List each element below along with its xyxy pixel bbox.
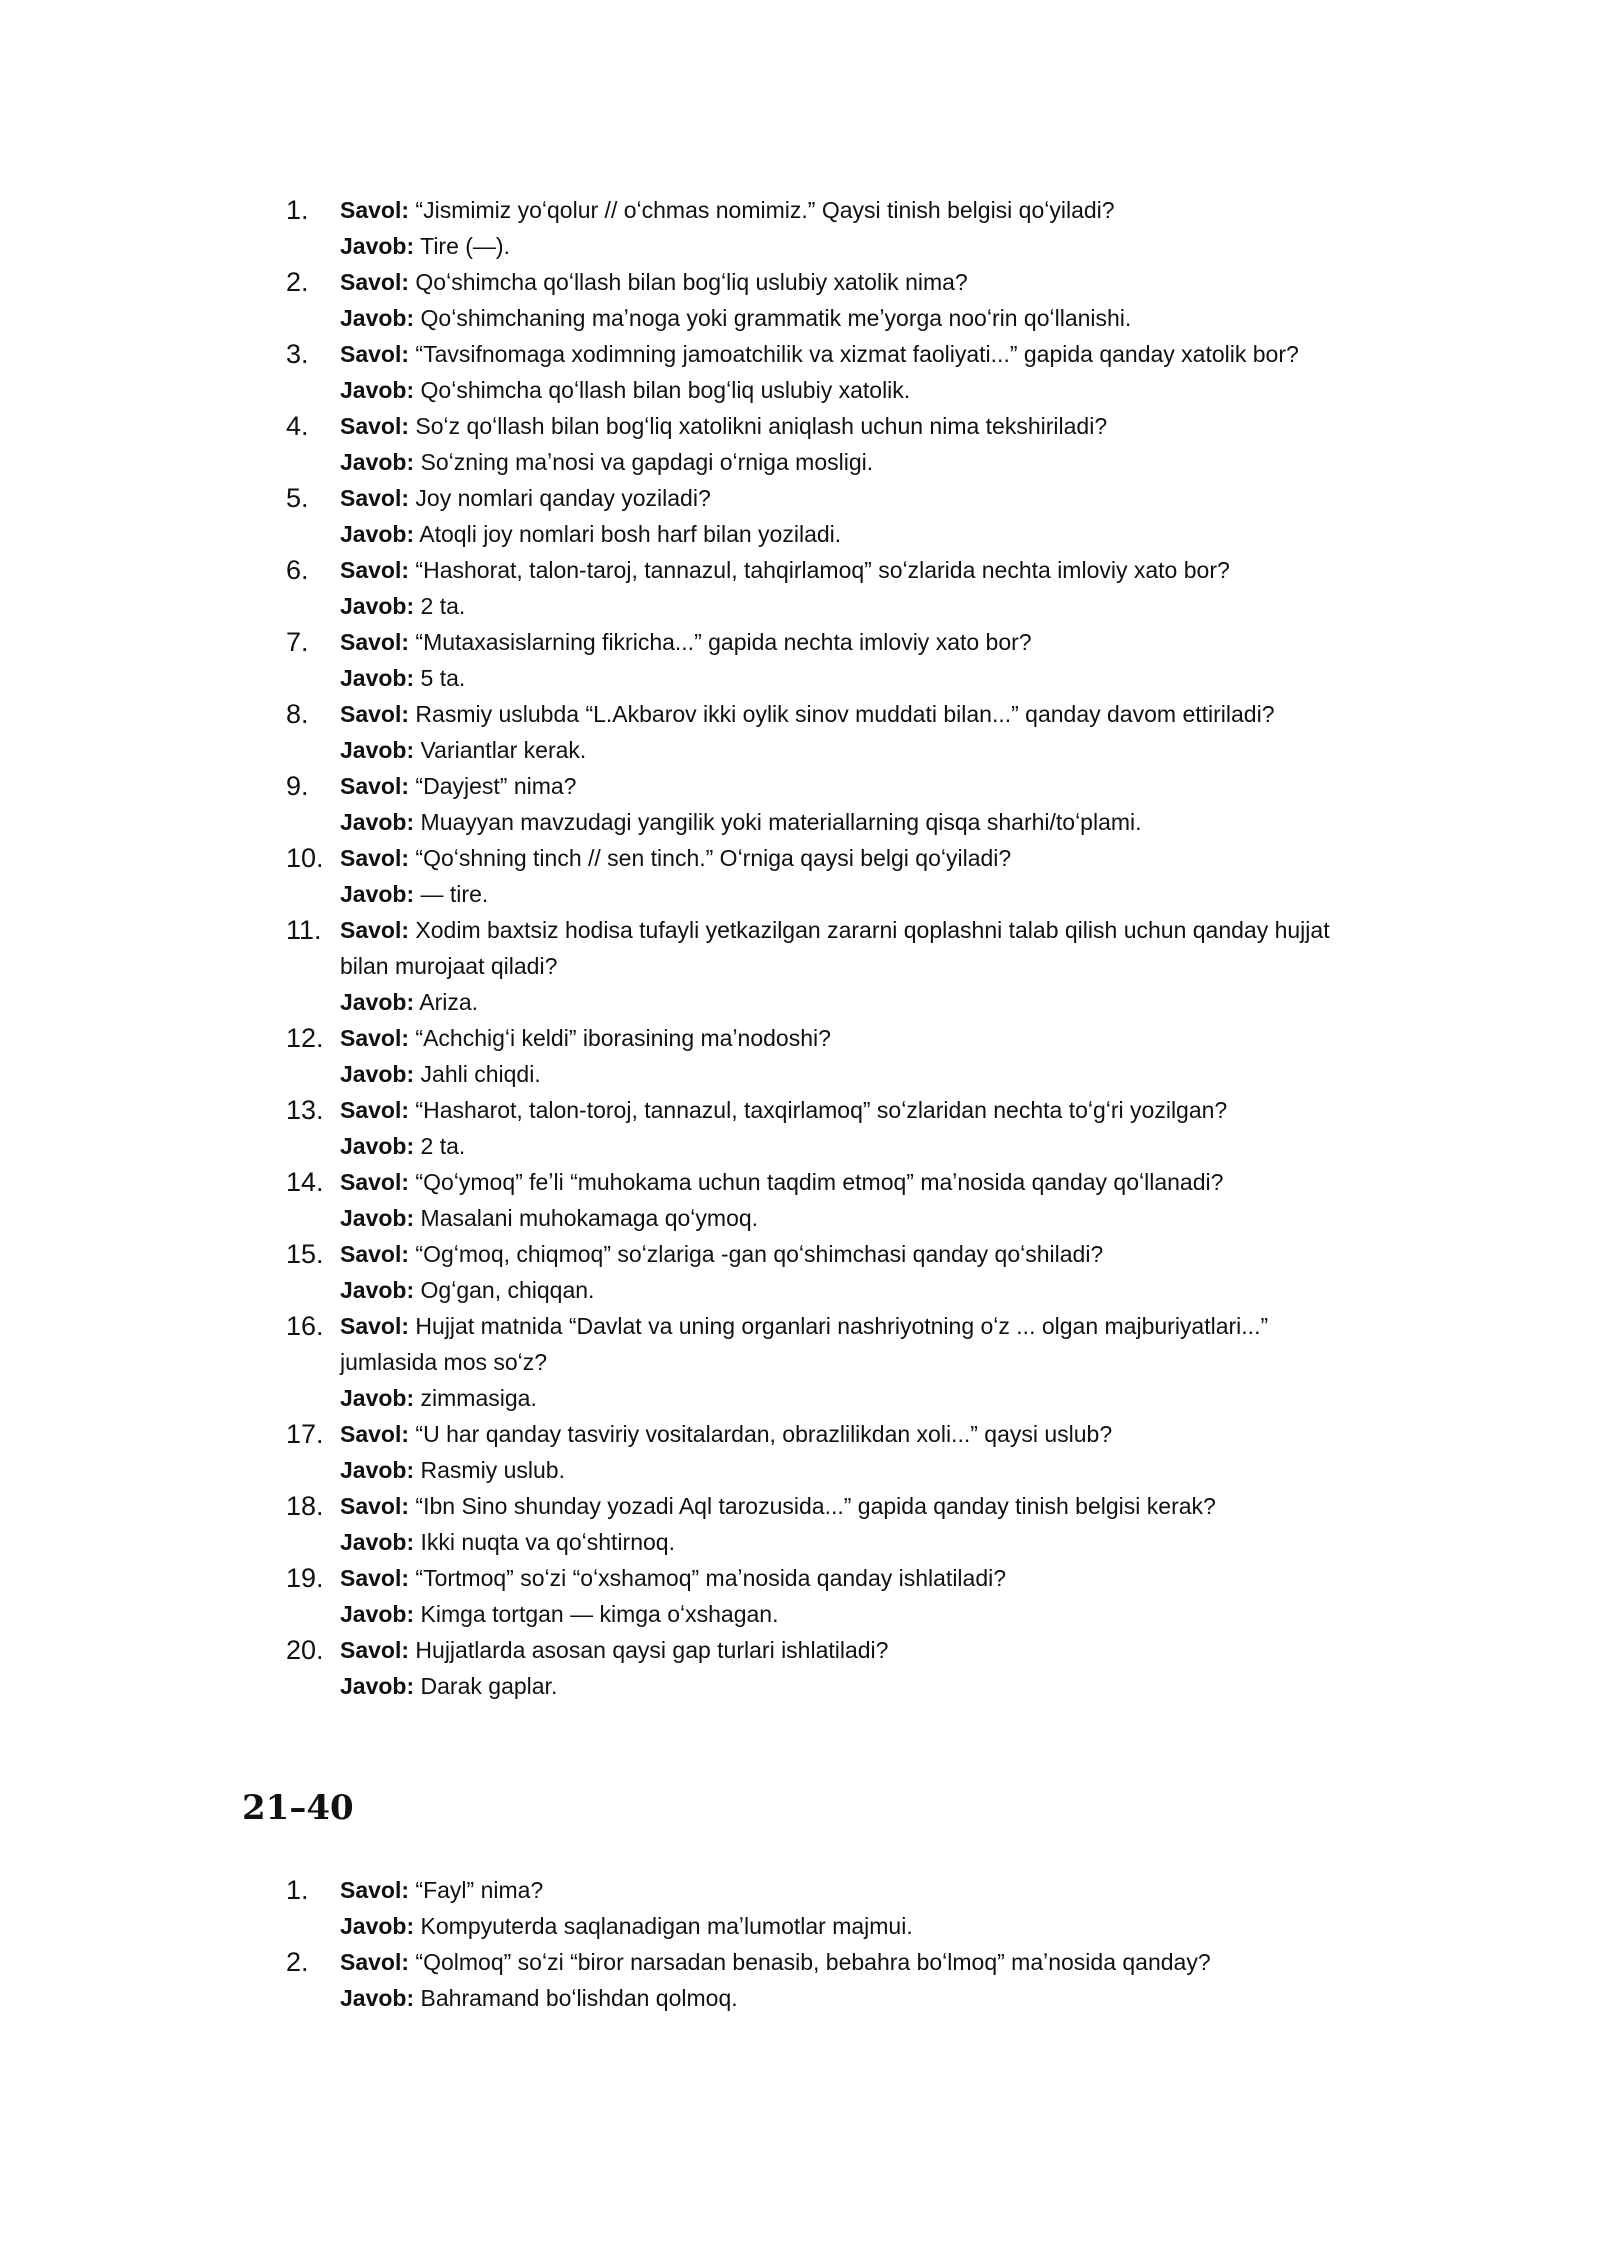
list-item — [286, 1560, 1370, 1632]
item-number: 1. — [286, 195, 309, 225]
answer-label: Javob: — [340, 1277, 415, 1303]
answer-text: Masalani muhokamaga qoʻymoq. — [420, 1205, 759, 1231]
question-text: “Achchigʻi keldi” iborasining maʼnodoshi? — [415, 1025, 831, 1051]
answer-line — [340, 876, 1370, 912]
answer-line — [340, 732, 1370, 768]
answer-line — [340, 372, 1370, 408]
question-line — [340, 480, 1370, 516]
question-label: Savol: — [340, 1313, 410, 1339]
answer-line — [340, 660, 1370, 696]
list-item — [286, 1488, 1370, 1560]
question-label: Savol: — [340, 1565, 410, 1591]
answer-label: Javob: — [340, 305, 415, 331]
question-text: “Fayl” nima? — [415, 1877, 544, 1903]
answer-line — [340, 1908, 1370, 1944]
item-number: 2. — [286, 1947, 309, 1977]
question-text: “Tortmoq” soʻzi “oʻxshamoq” maʼnosida qanday ishlatiladi? — [415, 1565, 1007, 1591]
answer-line — [340, 516, 1370, 552]
answer-line — [340, 1200, 1370, 1236]
list-item — [286, 336, 1370, 408]
question-label: Savol: — [340, 1637, 410, 1663]
list-item — [286, 1020, 1370, 1092]
question-text: “Ibn Sino shunday yozadi Aql tarozusida...” gapida qanday tinish belgisi kerak? — [415, 1493, 1216, 1519]
item-number: 16. — [286, 1311, 324, 1341]
item-number: 8. — [286, 699, 309, 729]
answer-text: Ogʻgan, chiqqan. — [420, 1277, 595, 1303]
answer-label: Javob: — [340, 521, 415, 547]
answer-text: Ikki nuqta va qoʻshtirnoq. — [420, 1529, 675, 1555]
question-line — [340, 1092, 1370, 1128]
question-text: “Qoʻshning tinch // sen tinch.” Oʻrniga qaysi belgi qoʻyiladi? — [415, 845, 1012, 871]
answer-text: Muayyan mavzudagi yangilik yoki materiallarning qisqa sharhi/toʻplami. — [420, 809, 1142, 835]
question-label: Savol: — [340, 629, 410, 655]
answer-line — [340, 1980, 1370, 2016]
question-line — [340, 1944, 1370, 1980]
question-label: Savol: — [340, 1949, 410, 1975]
question-line — [340, 1488, 1370, 1524]
question-text: “Jismimiz yoʻqolur // oʻchmas nomimiz.” Qaysi tinish belgisi qoʻyiladi? — [415, 197, 1115, 223]
question-text: “U har qanday tasviriy vositalardan, obrazlilikdan xoli...” qaysi uslub? — [415, 1421, 1113, 1447]
question-line — [340, 1416, 1370, 1452]
question-text: “Qoʻymoq” feʼli “muhokama uchun taqdim etmoq” maʼnosida qanday qoʻllanadi? — [415, 1169, 1224, 1195]
answer-text: Kimga tortgan — kimga oʻxshagan. — [420, 1601, 779, 1627]
answer-label: Javob: — [340, 809, 415, 835]
item-number: 1. — [286, 1875, 309, 1905]
answer-text: Qoʻshimchaning maʼnoga yoki grammatik meʼyorga nooʻrin qoʻllanishi. — [420, 305, 1132, 331]
list-item — [286, 264, 1370, 336]
section-heading: 21–40 — [242, 1788, 354, 1828]
question-line — [340, 624, 1370, 660]
list-item — [286, 840, 1370, 912]
question-label: Savol: — [340, 557, 410, 583]
answer-text: Rasmiy uslub. — [420, 1457, 565, 1483]
answer-text: 5 ta. — [420, 665, 466, 691]
answer-text: Darak gaplar. — [420, 1673, 558, 1699]
answer-text: Tire (—). — [420, 233, 510, 259]
item-number: 13. — [286, 1095, 324, 1125]
answer-label: Javob: — [340, 593, 415, 619]
answer-text: Ariza. — [419, 989, 479, 1015]
list-item — [286, 408, 1370, 480]
item-number: 3. — [286, 339, 309, 369]
answer-label: Javob: — [340, 1457, 415, 1483]
question-text: Xodim baxtsiz hodisa tufayli yetkazilgan zararni qoplashni talab qilish uchun qanday hujjat bilan murojaat qiladi? — [340, 917, 1330, 979]
list-item — [286, 480, 1370, 552]
question-label: Savol: — [340, 341, 410, 367]
question-label: Savol: — [340, 1097, 410, 1123]
answer-line — [340, 1380, 1370, 1416]
item-number: 19. — [286, 1563, 324, 1593]
question-label: Savol: — [340, 1493, 410, 1519]
question-line — [340, 264, 1370, 300]
list-item — [286, 912, 1370, 1020]
answer-label: Javob: — [340, 1913, 415, 1939]
item-number: 2. — [286, 267, 309, 297]
question-line — [340, 1560, 1370, 1596]
question-label: Savol: — [340, 701, 410, 727]
question-label: Savol: — [340, 413, 410, 439]
question-line — [340, 696, 1370, 732]
answer-line — [340, 1128, 1370, 1164]
question-text: “Hashorat, talon-taroj, tannazul, tahqirlamoq” soʻzlarida nechta imloviy xato bor? — [415, 557, 1230, 583]
answer-text: Jahli chiqdi. — [420, 1061, 541, 1087]
question-line — [340, 192, 1370, 228]
answer-line — [340, 1524, 1370, 1560]
item-number: 5. — [286, 483, 309, 513]
answer-line — [340, 984, 1370, 1020]
item-number: 10. — [286, 843, 324, 873]
answer-text: Kompyuterda saqlanadigan maʼlumotlar majmui. — [420, 1913, 913, 1939]
question-line — [340, 1632, 1370, 1668]
answer-line — [340, 588, 1370, 624]
list-item — [286, 1308, 1370, 1416]
item-number: 7. — [286, 627, 309, 657]
answer-line — [340, 1272, 1370, 1308]
question-line — [340, 552, 1370, 588]
list-item — [286, 1872, 1370, 1944]
question-label: Savol: — [340, 845, 410, 871]
question-label: Savol: — [340, 1169, 410, 1195]
item-number: 18. — [286, 1491, 324, 1521]
item-number: 6. — [286, 555, 309, 585]
item-number: 14. — [286, 1167, 324, 1197]
answer-label: Javob: — [340, 449, 415, 475]
question-line — [340, 1872, 1370, 1908]
answer-label: Javob: — [340, 1061, 415, 1087]
question-line — [340, 912, 1370, 984]
answer-line — [340, 804, 1370, 840]
answer-line — [340, 1596, 1370, 1632]
question-text: Soʻz qoʻllash bilan bogʻliq xatolikni aniqlash uchun nima tekshiriladi? — [415, 413, 1108, 439]
question-text: Joy nomlari qanday yoziladi? — [415, 485, 711, 511]
question-text: “Dayjest” nima? — [415, 773, 577, 799]
question-label: Savol: — [340, 773, 410, 799]
item-number: 11. — [286, 915, 322, 945]
question-text: Qoʻshimcha qoʻllash bilan bogʻliq uslubiy xatolik nima? — [415, 269, 968, 295]
item-number: 4. — [286, 411, 309, 441]
answer-label: Javob: — [340, 1133, 415, 1159]
question-line — [340, 1308, 1370, 1380]
answer-label: Javob: — [340, 989, 415, 1015]
answer-line — [340, 1452, 1370, 1488]
question-label: Savol: — [340, 1241, 410, 1267]
answer-text: — tire. — [420, 881, 489, 907]
list-item — [286, 624, 1370, 696]
question-label: Savol: — [340, 197, 410, 223]
answer-text: Soʻzning maʼnosi va gapdagi oʻrniga mosligi. — [420, 449, 874, 475]
answer-label: Javob: — [340, 233, 415, 259]
question-line — [340, 336, 1370, 372]
question-text: Hujjat matnida “Davlat va uning organlari nashriyotning oʻz ... olgan majburiyatlari...” jumlasida mos soʻz? — [340, 1313, 1269, 1375]
answer-text: zimmasiga. — [420, 1385, 537, 1411]
list-item — [286, 1092, 1370, 1164]
question-label: Savol: — [340, 1025, 410, 1051]
question-line — [340, 1164, 1370, 1200]
question-text: “Tavsifnomaga xodimning jamoatchilik va xizmat faoliyati...” gapida qanday xatolik bor? — [415, 341, 1299, 367]
answer-text: Bahramand boʻlishdan qolmoq. — [420, 1985, 738, 2011]
question-line — [340, 1020, 1370, 1056]
list-item — [286, 1632, 1370, 1704]
item-number: 15. — [286, 1239, 324, 1269]
answer-line — [340, 1056, 1370, 1092]
answer-label: Javob: — [340, 1529, 415, 1555]
question-label: Savol: — [340, 1877, 410, 1903]
question-line — [340, 1236, 1370, 1272]
list-item — [286, 1944, 1370, 2016]
answer-text: Qoʻshimcha qoʻllash bilan bogʻliq uslubiy xatolik. — [420, 377, 911, 403]
answer-label: Javob: — [340, 1673, 415, 1699]
answer-text: Variantlar kerak. — [420, 737, 587, 763]
question-label: Savol: — [340, 485, 410, 511]
list-item — [286, 768, 1370, 840]
answer-text: 2 ta. — [420, 593, 466, 619]
answer-text: Atoqli joy nomlari bosh harf bilan yoziladi. — [419, 521, 842, 547]
answer-label: Javob: — [340, 1985, 415, 2011]
list-item — [286, 1164, 1370, 1236]
question-text: Hujjatlarda asosan qaysi gap turlari ishlatiladi? — [415, 1637, 889, 1663]
answer-line — [340, 1668, 1370, 1704]
answer-label: Javob: — [340, 377, 415, 403]
answer-label: Javob: — [340, 737, 415, 763]
list-item — [286, 1236, 1370, 1308]
question-text: “Mutaxasislarning fikricha...” gapida nechta imloviy xato bor? — [415, 629, 1032, 655]
item-number: 12. — [286, 1023, 324, 1053]
item-number: 20. — [286, 1635, 324, 1665]
answer-label: Javob: — [340, 1601, 415, 1627]
list-item — [286, 696, 1370, 768]
question-text: “Ogʻmoq, chiqmoq” soʻzlariga -gan qoʻshimchasi qanday qoʻshiladi? — [415, 1241, 1104, 1267]
question-label: Savol: — [340, 269, 410, 295]
question-label: Savol: — [340, 1421, 410, 1447]
answer-label: Javob: — [340, 665, 415, 691]
question-text: “Hasharot, talon-toroj, tannazul, taxqirlamoq” soʻzlaridan nechta toʻgʻri yozilgan? — [415, 1097, 1228, 1123]
question-label: Savol: — [340, 917, 410, 943]
item-number: 17. — [286, 1419, 324, 1449]
answer-line — [340, 228, 1370, 264]
answer-line — [340, 444, 1370, 480]
answer-text: 2 ta. — [420, 1133, 466, 1159]
list-item — [286, 1416, 1370, 1488]
question-line — [340, 408, 1370, 444]
answer-label: Javob: — [340, 881, 415, 907]
list-item — [286, 192, 1370, 264]
qa-list-21-40 — [286, 1872, 1370, 2016]
question-text: “Qolmoq” soʻzi “biror narsadan benasib, bebahra boʻlmoq” maʼnosida qanday? — [415, 1949, 1211, 1975]
answer-label: Javob: — [340, 1205, 415, 1231]
qa-list-1-20 — [286, 192, 1370, 1704]
question-line — [340, 840, 1370, 876]
question-line — [340, 768, 1370, 804]
list-item — [286, 552, 1370, 624]
question-text: Rasmiy uslubda “L.Akbarov ikki oylik sinov muddati bilan...” qanday davom ettiriladi? — [415, 701, 1275, 727]
answer-label: Javob: — [340, 1385, 415, 1411]
answer-line — [340, 300, 1370, 336]
item-number: 9. — [286, 771, 309, 801]
